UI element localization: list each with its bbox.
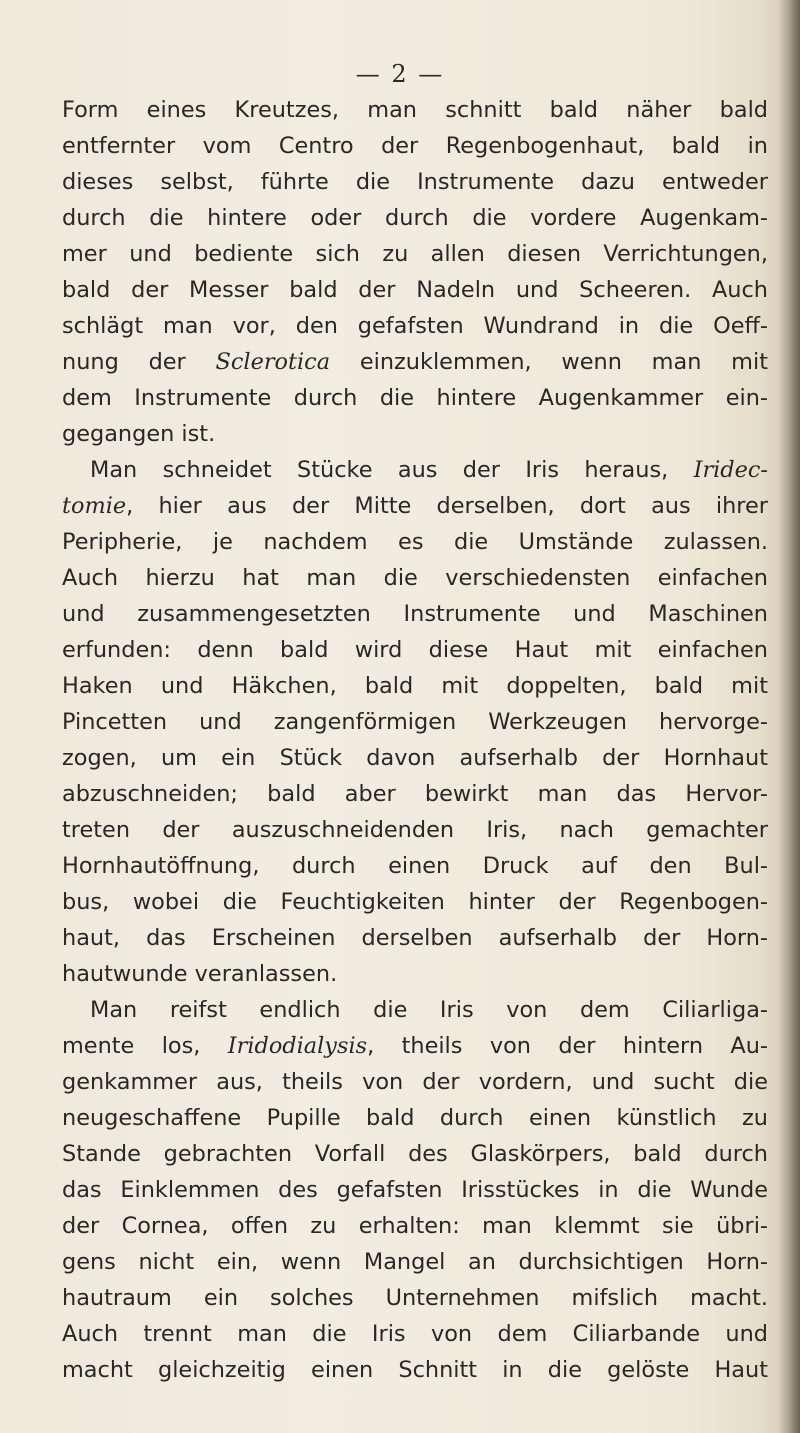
text-line: Hornhautöffnung, durch einen Druck auf den Bul- <box>62 853 768 879</box>
text-line: macht gleichzeitig einen Schnitt in die gelöste Haut <box>62 1357 768 1383</box>
term-iridodialysis: Iridodialysis <box>227 1033 368 1059</box>
text-line: zogen, um ein Stück davon aufserhalb der Hornhaut <box>62 745 768 771</box>
paragraph-start: Man schneidet Stücke aus der Iris heraus, Iridec- <box>90 457 768 483</box>
text-line: das Einklemmen des gefafsten Irisstückes in die Wunde <box>62 1177 768 1203</box>
text-line: gens nicht ein, wenn Mangel an durchsichtigen Horn- <box>62 1249 768 1275</box>
text-line: bald der Messer bald der Nadeln und Scheeren. Auch <box>62 277 768 303</box>
text-line: Pincetten und zangenförmigen Werkzeugen hervorge- <box>62 709 768 735</box>
body-text <box>62 92 768 1388</box>
text-line: Peripherie, je nachdem es die Umstände zulassen. <box>62 529 768 555</box>
text-line: hautraum ein solches Unternehmen mifslich macht. <box>62 1285 768 1311</box>
text-line: durch die hintere oder durch die vordere Augenkam- <box>62 205 768 231</box>
term-iridectomie-part1: Iridec- <box>693 457 768 483</box>
text-line: treten der auszuschneidenden Iris, nach gemachter <box>62 817 768 843</box>
text-line: neugeschaffene Pupille bald durch einen künstlich zu <box>62 1105 768 1131</box>
text-line: bus, wobei die Feuchtigkeiten hinter der Regenbogen- <box>62 889 768 915</box>
text-line: hautwunde veranlassen. <box>62 961 338 987</box>
text-line: Haken und Häkchen, bald mit doppelten, bald mit <box>62 673 768 699</box>
text-line: erfunden: denn bald wird diese Haut mit einfachen <box>62 637 768 663</box>
text-line: mente los, Iridodialysis, theils von der hintern Au- <box>62 1033 768 1059</box>
text-line: mer und bediente sich zu allen diesen Verrichtungen, <box>62 241 768 267</box>
text-line: dieses selbst, führte die Instrumente dazu entweder <box>62 169 768 195</box>
text-line: Stande gebrachten Vorfall des Glaskörpers, bald durch <box>62 1141 768 1167</box>
term-iridectomie-part2: tomie <box>62 493 127 519</box>
text-line: tomie, hier aus der Mitte derselben, dort aus ihrer <box>62 493 768 519</box>
text-line: schlägt man vor, den gefafsten Wundrand in die Oeff- <box>62 313 768 339</box>
text-line: Auch trennt man die Iris von dem Ciliarbande und <box>62 1321 768 1347</box>
text-line: gegangen ist. <box>62 421 216 447</box>
text-line: der Cornea, offen zu erhalten: man klemmt sie übri- <box>62 1213 768 1239</box>
page-edge-shadow <box>778 0 800 1433</box>
text-line: entfernter vom Centro der Regenbogenhaut, bald in <box>62 133 768 159</box>
text-line: Auch hierzu hat man die verschiedensten einfachen <box>62 565 768 591</box>
text-line: dem Instrumente durch die hintere Augenkammer ein- <box>62 385 768 411</box>
text-line: genkammer aus, theils von der vordern, und sucht die <box>62 1069 768 1095</box>
text-line: nung der Sclerotica einzuklemmen, wenn man mit <box>62 349 768 375</box>
term-sclerotica: Sclerotica <box>215 349 331 375</box>
paragraph-start: Man reifst endlich die Iris von dem Ciliarliga- <box>90 997 768 1023</box>
text-line: und zusammengesetzten Instrumente und Maschinen <box>62 601 768 627</box>
text-line: haut, das Erscheinen derselben aufserhalb der Horn- <box>62 925 768 951</box>
text-line: abzuschneiden; bald aber bewirkt man das Hervor- <box>62 781 768 807</box>
page-number: — 2 — <box>355 60 445 88</box>
text-line: Form eines Kreutzes, man schnitt bald näher bald <box>62 97 768 123</box>
